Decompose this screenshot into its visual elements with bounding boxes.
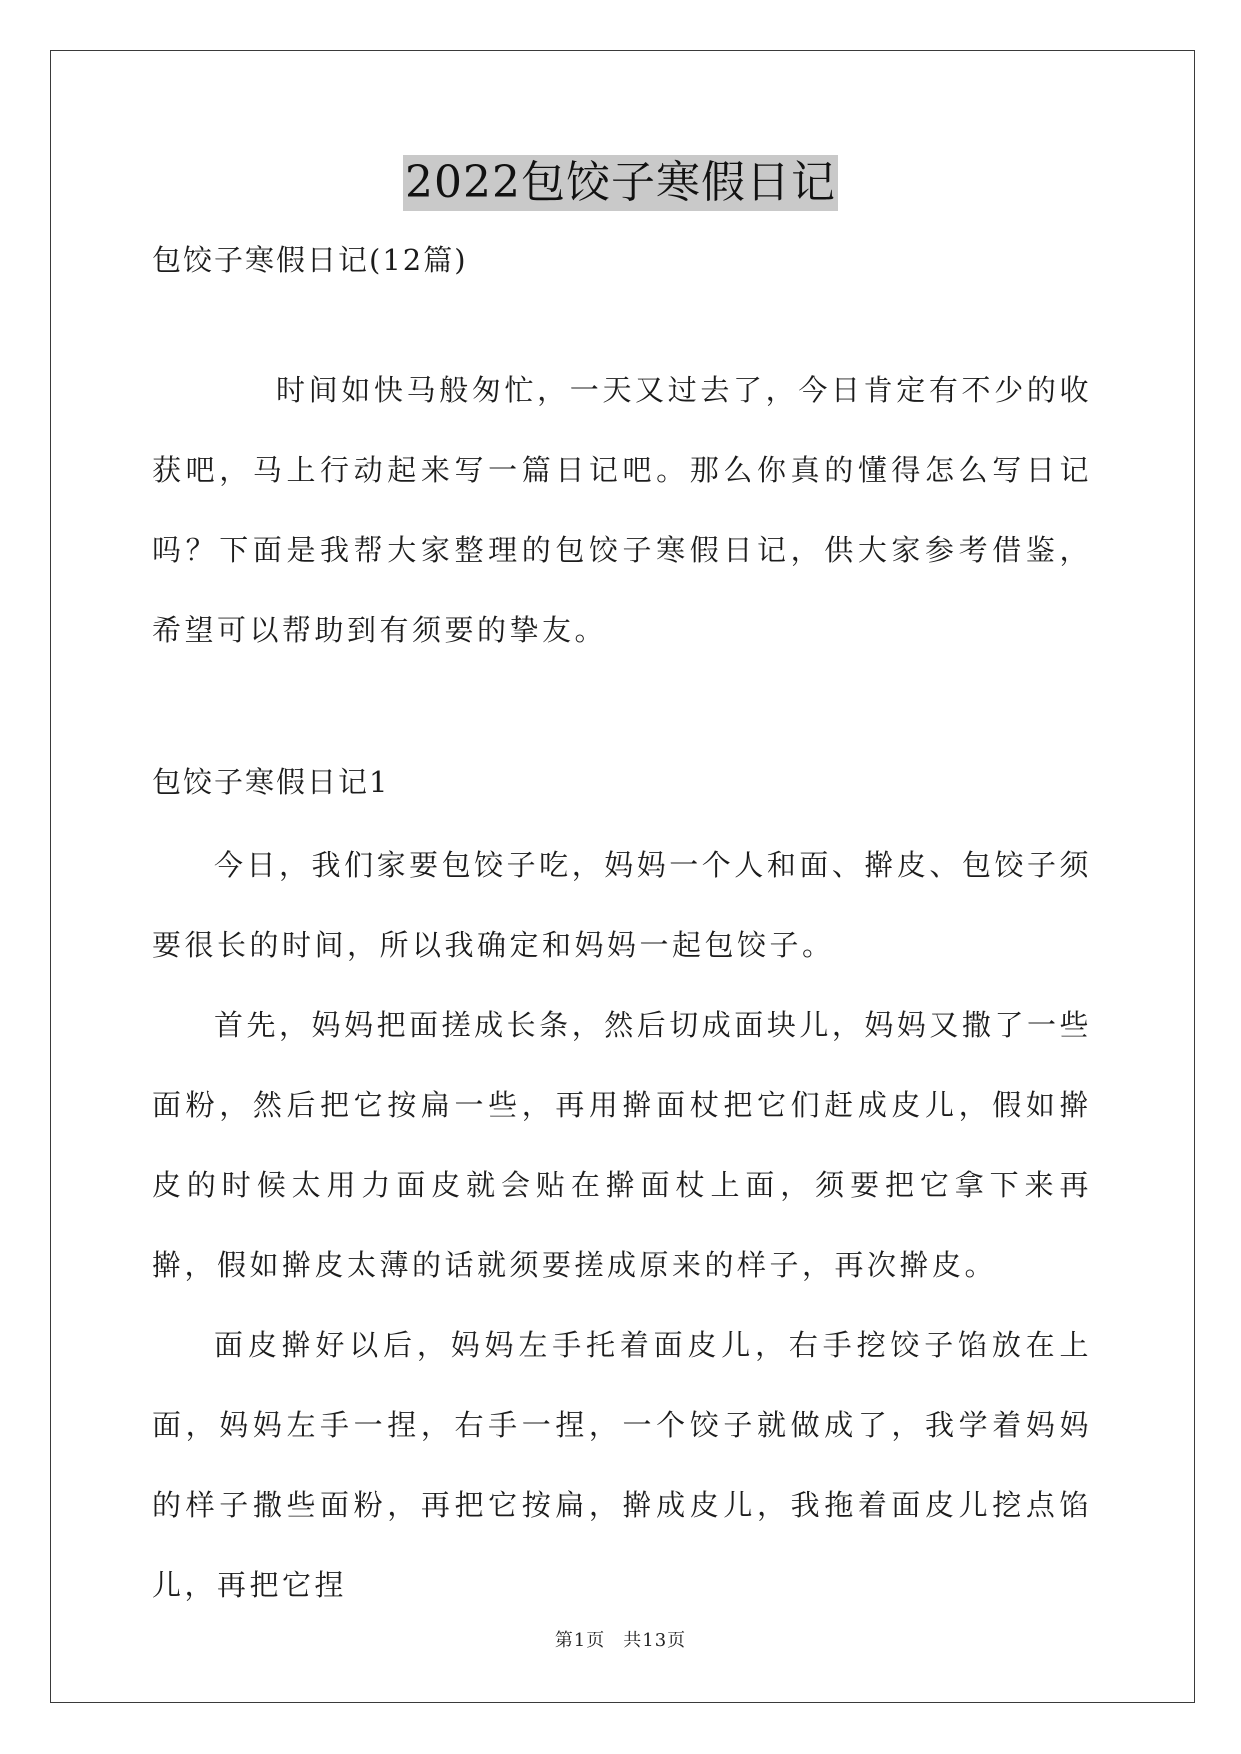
diary-body bbox=[152, 825, 1092, 1625]
document-subtitle: 包饺子寒假日记(12篇) bbox=[152, 243, 468, 277]
intro-paragraph: 时间如快马般匆忙，一天又过去了，今日肯定有不少的收获吧，马上行动起来写一篇日记吧。那么你真的懂得怎么写日记吗？下面是我帮大家整理的包饺子寒假日记，供大家参考借鉴，希望可以帮助到有须要的挚友。 bbox=[152, 373, 1092, 647]
total-pages-label: 共13页 bbox=[623, 1630, 687, 1651]
document-title: 2022包饺子寒假日记 bbox=[403, 155, 838, 211]
body-paragraph: 今日，我们家要包饺子吃，妈妈一个人和面、擀皮、包饺子须要很长的时间，所以我确定和妈妈一起包饺子。 bbox=[152, 848, 1092, 962]
section-heading: 包饺子寒假日记1 bbox=[152, 765, 390, 799]
body-paragraph: 首先，妈妈把面搓成长条，然后切成面块儿，妈妈又撒了一些面粉，然后把它按扁一些，再用擀面杖把它们赶成皮儿，假如擀皮的时候太用力面皮就会贴在擀面杖上面，须要把它拿下来再擀，假如擀皮太薄的话就须要搓成原来的样子，再次擀皮。 bbox=[152, 1008, 1092, 1282]
body-paragraph: 面皮擀好以后，妈妈左手托着面皮儿，右手挖饺子馅放在上面，妈妈左手一捏，右手一捏，一个饺子就做成了，我学着妈妈的样子撒些面粉，再把它按扁，擀成皮儿，我拖着面皮儿挖点馅儿，再把它捏 bbox=[152, 1328, 1092, 1602]
page-footer bbox=[0, 1626, 1241, 1652]
title-container bbox=[0, 155, 1241, 211]
current-page-label: 第1页 bbox=[554, 1630, 606, 1651]
